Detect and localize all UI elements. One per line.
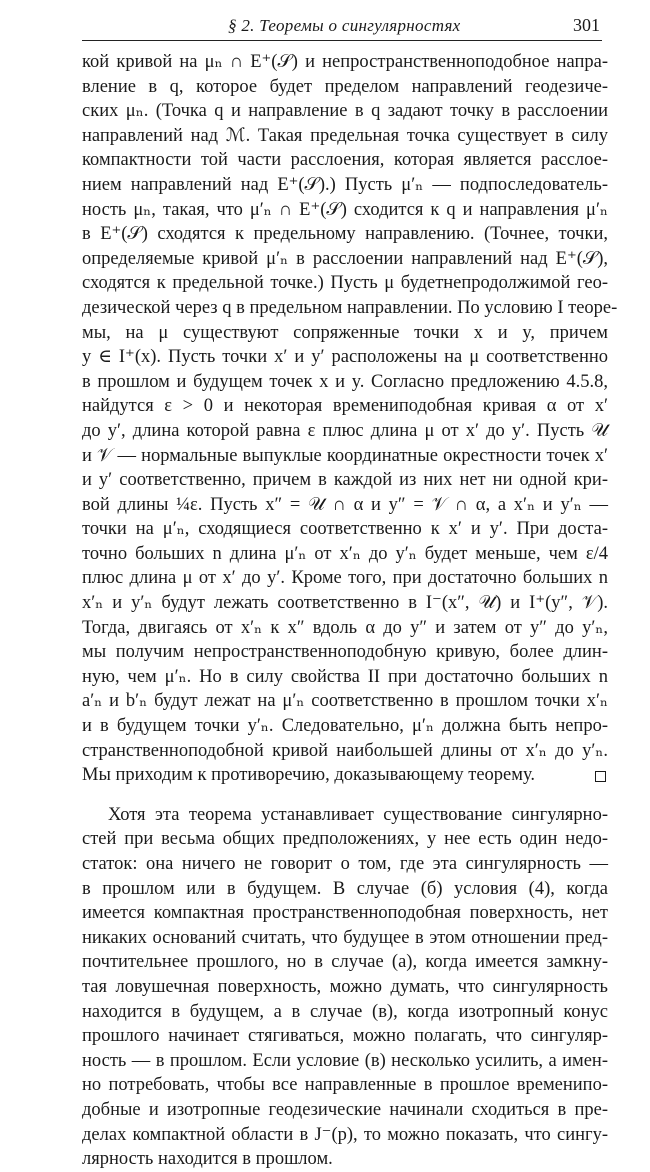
text-line: до y′, длина которой равна ε плюс длина μ от x′ до y′. Пусть 𝒰 [82,420,608,441]
text-line: никаких оснований считать, что будущее в этом отношении пред- [82,927,608,948]
text-line: лярность находится в прошлом. [82,1149,333,1170]
text-line: дезической через q в предельном направлении. По условию I теоре- [82,297,618,318]
text-line: найдутся ε > 0 и некоторая времениподобная кривая α от x′ [82,396,608,417]
text-line: точки на μ′ₙ, сходящиеся соответственно к x′ и y′. При доста- [82,519,608,540]
running-header [82,14,602,41]
text-line: в прошлом или в будущем. В случае (б) условия (4), когда [82,878,608,899]
text-line: ность μₙ, такая, что μ′ₙ ∩ E⁺(𝒮) сходится к q и направления μ′ₙ [82,199,608,220]
text-line: в E⁺(𝒮) сходятся к предельному направлению. (Точнее, точки, [82,224,608,245]
text-line: нием направлений над E⁺(𝒮).) Пусть μ′ₙ — подпоследователь- [82,174,608,195]
text-line: вой длины ¼ε. Пусть x″ = 𝒰 ∩ α и y″ = 𝒱 ∩ α, а x′ₙ и y′ₙ — [82,494,608,515]
text-line: странственноподобной кривой наибольшей длины от x′ₙ до y′ₙ. [82,740,608,761]
text-line: стей при весьма общих предположениях, у нее есть один недо- [82,829,608,850]
text-line: компактности той части расслоения, которая является расслое- [82,150,608,171]
text-line: почтительнее прошлого, но в случае (а), когда имеется замкну- [82,952,608,973]
text-line: добные и изотропные геодезические начинали сходиться в пре- [82,1099,608,1120]
text-line: ную, чем μ′ₙ. Но в силу свойства II при достаточно больших n [82,666,608,687]
text-line: и 𝒱 — нормальные выпуклые координатные окрестности точек x′ [82,445,608,466]
text-line: направлений над ℳ. Такая предельная точка существует в силу [82,125,608,146]
text-line: ность — в прошлом. Если условие (в) несколько усилить, а имен- [82,1050,608,1071]
text-line: сходятся к предельной точке.) Пусть μ будетнепродолжимой гео- [82,273,608,294]
text-line: Мы приходим к противоречию, доказывающему теорему. [82,763,608,788]
text-line: Хотя эта теорема устанавливает существование сингулярно- [108,804,608,825]
text-line: a′ₙ и b′ₙ будут лежат на μ′ₙ соответственно в прошлом точки x′ₙ [82,691,608,712]
text-line: мы, на μ существуют сопряженные точки x и y, причем [82,322,608,343]
text-line: мы получим непространственноподобную кривую, более длин- [82,642,608,663]
paragraph-proof-end [82,50,618,788]
text-line: точно больших n длина μ′ₙ от x′ₙ до y′ₙ будет меньше, чем ε/4 [82,543,608,564]
text-line: плюс длина μ от x′ до y′. Кроме того, при достаточно больших n [82,568,608,589]
text-line: y ∈ I⁺(x). Пусть точки x′ и y′ расположены на μ соответственно [82,347,608,368]
text-line: вление в q, которое будет пределом направлений геодезиче- [82,76,608,97]
text-line: и в будущем точки y′ₙ. Следовательно, μ′ₙ должна быть непро- [82,716,608,737]
text-line: определяемые кривой μ′ₙ в расслоении направлений над E⁺(𝒮), [82,248,608,269]
text-line: тая ловушечная поверхность, можно думать, что сингулярность [82,976,608,997]
text-line: находится в будущем, а в случае (в), когда изотропный конус [82,1001,608,1022]
text-line: в прошлом и будущем точек x и y. Согласно предложению 4.5.8, [82,371,608,392]
text-line: ских μₙ. (Точка q и направление в q задают точку в расслоении [82,101,608,122]
text-line: и y′ соответственно, причем в каждой из них нет ни одной кри- [82,470,608,491]
text-line: имеется компактная пространственноподобная поверхность, нет [82,903,608,924]
text-line: x′ₙ и y′ₙ будут лежать соответственно в I⁻(x″, 𝒰) и I⁺(y″, 𝒱). [82,593,608,614]
text-line: прошлого начинает стягиваться, можно полагать, что сингуляр- [82,1026,608,1047]
page-number: 301 [573,15,600,35]
text-line: Тогда, двигаясь от x′ₙ к x″ вдоль α до y″ и затем от y″ до y′ₙ, [82,617,608,638]
text-line: делах компактной области в J⁻(p), то можно показать, что сингу- [82,1124,608,1145]
text-line: но потребовать, чтобы все направленные в прошлое временипо- [82,1075,608,1096]
text-line: кой кривой на μₙ ∩ E⁺(𝒮) и непространственноподобное напра- [82,52,608,72]
paragraph-discussion [82,803,608,1172]
end-of-proof-mark [595,771,606,782]
section-title: § 2. Теоремы о сингулярностях [228,16,461,35]
page-body [82,50,618,1172]
text-line: статок: она ничего не говорит о том, где эта сингулярность — [82,854,608,874]
